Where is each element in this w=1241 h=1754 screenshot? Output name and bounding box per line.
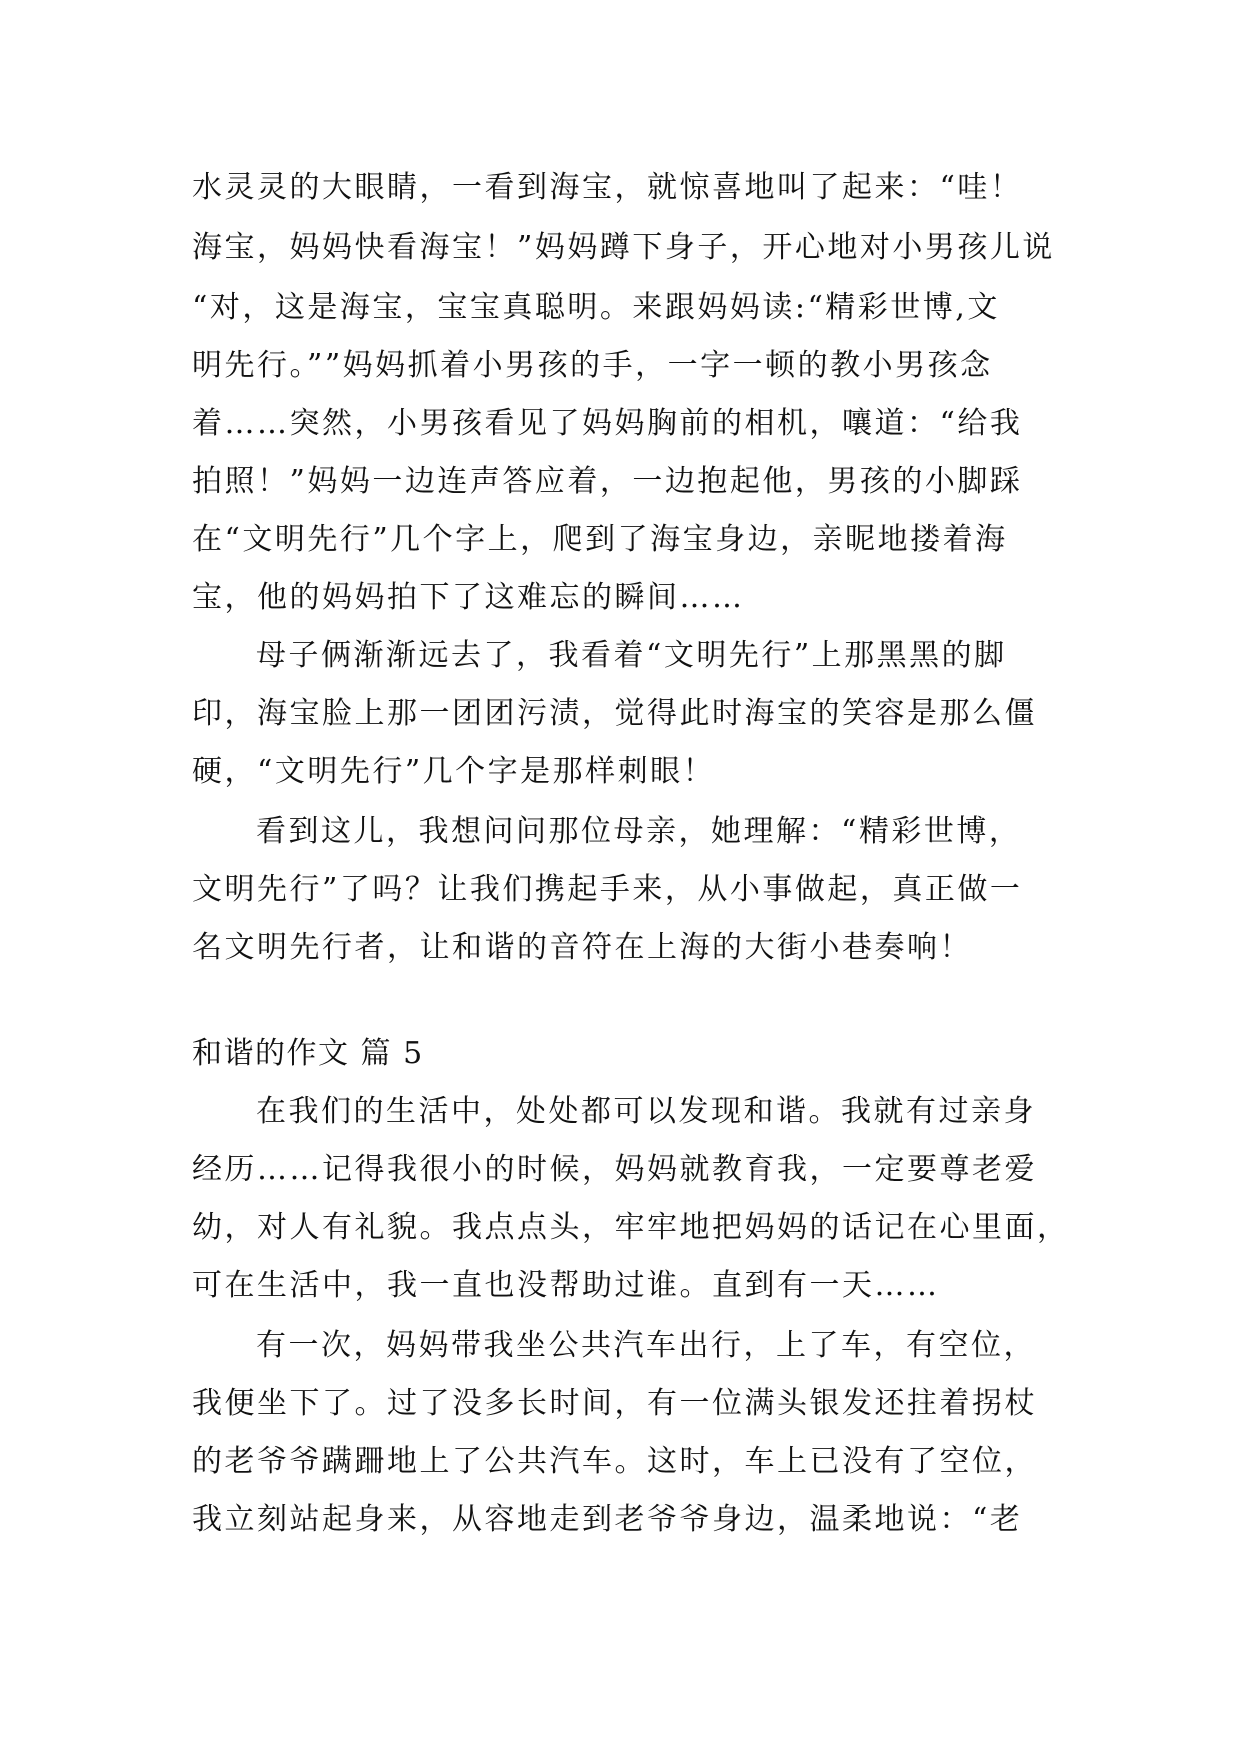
paragraph-3-line-3: 名文明先行者，让和谐的音符在上海的大街小巷奏响！ — [192, 930, 972, 965]
paragraph-3-line-1: 看到这儿，我想问问那位母亲，她理解：“精彩世博， — [256, 814, 1022, 849]
paragraph-1-line-2: 海宝，妈妈快看海宝！”妈妈蹲下身子，开心地对小男孩儿说 — [192, 230, 1055, 265]
paragraph-1-line-8: 宝，他的妈妈拍下了这难忘的瞬间…… — [192, 580, 745, 615]
paragraph-2-line-1: 母子俩渐渐远去了，我看着“文明先行”上那黑黑的脚 — [256, 638, 1007, 673]
paragraph-1-line-7: 在“文明先行”几个字上，爬到了海宝身边，亲昵地搂着海 — [192, 522, 1008, 557]
paragraph-1-line-4: 明先行。””妈妈抓着小男孩的手，一字一顿的教小男孩念 — [192, 348, 993, 383]
paragraph-4-line-2: 经历……记得我很小的时候，妈妈就教育我，一定要尊老爱 — [192, 1152, 1037, 1187]
paragraph-1-line-1: 水灵灵的大眼睛，一看到海宝，就惊喜地叫了起来：“哇！ — [192, 170, 1023, 205]
paragraph-5-line-1: 有一次，妈妈带我坐公共汽车出行，上了车，有空位， — [256, 1328, 1036, 1363]
section-heading: 和谐的作文 篇 5 — [192, 1036, 424, 1071]
paragraph-4-line-3: 幼，对人有礼貌。我点点头，牢牢地把妈妈的话记在心里面， — [192, 1210, 1070, 1245]
paragraph-1-line-6: 拍照！”妈妈一边连声答应着，一边抱起他，男孩的小脚踩 — [192, 464, 1023, 499]
paragraph-2-line-2: 印，海宝脸上那一团团污渍，觉得此时海宝的笑容是那么僵 — [192, 696, 1037, 731]
paragraph-1-line-3: “对，这是海宝，宝宝真聪明。来跟妈妈读:“精彩世博,文 — [192, 290, 1000, 325]
paragraph-4-line-4: 可在生活中，我一直也没帮助过谁。直到有一天…… — [192, 1268, 940, 1303]
paragraph-2-line-3: 硬，“文明先行”几个字是那样刺眼！ — [192, 754, 716, 789]
paragraph-4-line-1: 在我们的生活中，处处都可以发现和谐。我就有过亲身 — [256, 1094, 1036, 1129]
paragraph-3-line-2: 文明先行”了吗？让我们携起手来，从小事做起，真正做一 — [192, 872, 1023, 907]
paragraph-5-line-2: 我便坐下了。过了没多长时间，有一位满头银发还拄着拐杖 — [192, 1386, 1037, 1421]
paragraph-5-line-4: 我立刻站起身来，从容地走到老爷爷身边，温柔地说：“老 — [192, 1502, 1023, 1537]
paragraph-1-line-5: 着……突然，小男孩看见了妈妈胸前的相机，嚷道：“给我 — [192, 406, 1023, 441]
paragraph-5-line-3: 的老爷爷蹒跚地上了公共汽车。这时，车上已没有了空位， — [192, 1444, 1037, 1479]
